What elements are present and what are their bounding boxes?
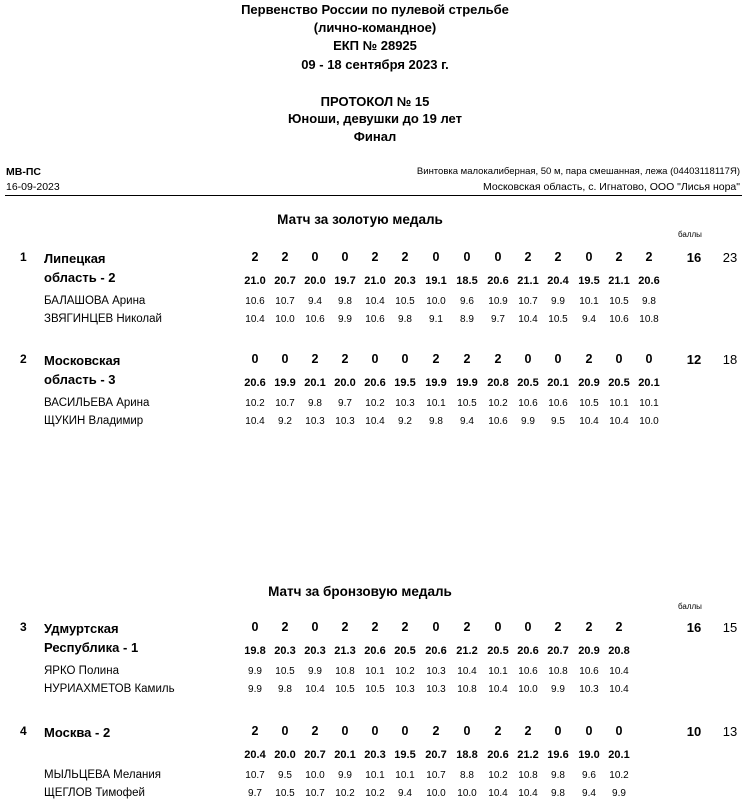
team-score: 12: [686, 352, 702, 367]
ekp-number: ЕКП № 28925: [333, 38, 417, 53]
series-total: 19.5: [578, 275, 600, 287]
shooter-name: ЩЕГЛОВ Тимофей: [44, 787, 145, 799]
shot-value: 9.9: [612, 788, 626, 799]
shot-value: 10.3: [335, 416, 355, 427]
series-total: 20.6: [517, 645, 539, 657]
shot-value: 10.9: [488, 296, 508, 307]
shot-value: 10.5: [335, 684, 355, 695]
shot-value: 10.3: [426, 666, 446, 677]
series-point: 0: [463, 724, 471, 738]
series-point: 0: [371, 724, 379, 738]
shot-value: 10.5: [365, 684, 385, 695]
shot-value: 8.9: [460, 314, 474, 325]
shot-value: 9.5: [551, 416, 565, 427]
shot-value: 9.4: [460, 416, 474, 427]
team-name: Липецкая: [44, 251, 106, 266]
shot-value: 10.4: [245, 314, 265, 325]
shot-value: 9.6: [582, 770, 596, 781]
series-total: 20.8: [487, 377, 509, 389]
series-point: 2: [281, 250, 289, 264]
shot-value: 10.4: [488, 788, 508, 799]
shot-value: 10.0: [426, 296, 446, 307]
shot-value: 10.2: [335, 788, 355, 799]
shot-value: 10.4: [609, 666, 629, 677]
series-point: 2: [585, 352, 593, 366]
series-total: 21.2: [517, 749, 539, 761]
series-total: 21.1: [517, 275, 539, 287]
team-name: Московская: [44, 353, 121, 368]
shot-value: 10.4: [609, 416, 629, 427]
points-column-label: баллы: [678, 230, 702, 239]
series-total: 20.4: [244, 749, 266, 761]
team-name-line2: область - 3: [44, 372, 116, 387]
team-score: 16: [686, 250, 702, 265]
series-total: 20.3: [304, 645, 326, 657]
shot-value: 10.4: [579, 416, 599, 427]
series-point: 0: [432, 620, 440, 634]
series-point: 0: [585, 250, 593, 264]
series-total: 20.7: [425, 749, 447, 761]
series-point: 2: [494, 352, 502, 366]
series-total: 20.9: [578, 377, 600, 389]
series-total: 20.5: [608, 377, 630, 389]
shot-value: 10.1: [365, 666, 385, 677]
shot-value: 10.6: [488, 416, 508, 427]
shot-value: 9.8: [308, 398, 322, 409]
shot-value: 10.3: [426, 684, 446, 695]
shot-value: 10.3: [395, 398, 415, 409]
shot-value: 9.9: [248, 684, 262, 695]
shot-value: 10.1: [395, 770, 415, 781]
series-point: 2: [615, 250, 623, 264]
series-point: 0: [371, 352, 379, 366]
series-point: 2: [554, 620, 562, 634]
series-total: 20.5: [394, 645, 416, 657]
shot-value: 10.2: [488, 770, 508, 781]
series-point: 2: [463, 352, 471, 366]
shot-value: 9.8: [642, 296, 656, 307]
series-total: 21.0: [364, 275, 386, 287]
series-total: 19.5: [394, 377, 416, 389]
shot-value: 10.0: [305, 770, 325, 781]
series-point: 2: [494, 724, 502, 738]
team-rank: 4: [20, 724, 27, 738]
series-total: 21.1: [608, 275, 630, 287]
shot-value: 9.8: [551, 770, 565, 781]
series-total: 20.4: [547, 275, 569, 287]
shot-value: 9.9: [338, 314, 352, 325]
series-point: 0: [311, 620, 319, 634]
series-point: 0: [281, 724, 289, 738]
series-point: 2: [463, 620, 471, 634]
series-point: 0: [281, 352, 289, 366]
series-total: 19.6: [547, 749, 569, 761]
series-total: 19.1: [425, 275, 447, 287]
series-point: 2: [281, 620, 289, 634]
shot-value: 9.8: [551, 788, 565, 799]
series-total: 20.0: [274, 749, 296, 761]
shot-value: 10.2: [488, 398, 508, 409]
event-dates: 09 - 18 сентября 2023 г.: [301, 57, 449, 72]
shot-value: 9.9: [521, 416, 535, 427]
shot-value: 10.3: [395, 684, 415, 695]
shot-value: 10.6: [365, 314, 385, 325]
series-point: 2: [554, 250, 562, 264]
shooter-name: ЗВЯГИНЦЕВ Николай: [44, 313, 162, 325]
series-point: 0: [615, 352, 623, 366]
series-total: 21.3: [334, 645, 356, 657]
series-total: 20.3: [364, 749, 386, 761]
series-total: 20.1: [547, 377, 569, 389]
shot-value: 9.2: [398, 416, 412, 427]
event-title: Первенство России по пулевой стрельбе: [241, 2, 509, 17]
shooter-name: ЩУКИН Владимир: [44, 415, 144, 427]
series-total: 20.1: [638, 377, 660, 389]
discipline: Винтовка малокалиберная, 50 м, пара смешанная, лежа (04403118117Я): [416, 166, 740, 177]
series-point: 0: [251, 620, 259, 634]
series-total: 20.0: [304, 275, 326, 287]
series-total: 18.5: [456, 275, 478, 287]
shot-value: 10.5: [275, 666, 295, 677]
series-total: 20.7: [274, 275, 296, 287]
team-name-line2: Республика - 1: [44, 640, 139, 655]
shot-value: 10.4: [305, 684, 325, 695]
shot-value: 10.0: [639, 416, 659, 427]
discipline-code: МВ-ПС: [6, 166, 41, 178]
series-total: 20.6: [425, 645, 447, 657]
shot-value: 10.1: [365, 770, 385, 781]
shot-value: 10.2: [395, 666, 415, 677]
shot-value: 10.4: [518, 788, 538, 799]
series-point: 2: [432, 724, 440, 738]
shot-value: 10.1: [609, 398, 629, 409]
shot-value: 10.3: [305, 416, 325, 427]
team-final-score: 15: [722, 620, 738, 635]
header-divider: [5, 195, 742, 196]
series-point: 2: [371, 250, 379, 264]
series-point: 0: [401, 352, 409, 366]
series-total: 20.6: [487, 749, 509, 761]
shot-value: 10.4: [518, 314, 538, 325]
series-total: 20.1: [334, 749, 356, 761]
shot-value: 10.7: [275, 398, 295, 409]
series-total: 21.0: [244, 275, 266, 287]
team-name: Удмуртская: [44, 621, 119, 636]
shot-value: 10.4: [609, 684, 629, 695]
series-total: 19.0: [578, 749, 600, 761]
series-point: 0: [524, 352, 532, 366]
shot-value: 10.7: [518, 296, 538, 307]
series-total: 19.9: [456, 377, 478, 389]
series-point: 0: [341, 724, 349, 738]
venue: Московская область, с. Игнатово, ООО "Лисья нора": [483, 181, 740, 193]
shot-value: 9.2: [278, 416, 292, 427]
shot-value: 9.8: [398, 314, 412, 325]
shot-value: 10.2: [609, 770, 629, 781]
category: Юноши, девушки до 19 лет: [288, 111, 462, 126]
shot-value: 9.8: [429, 416, 443, 427]
team-rank: 2: [20, 352, 27, 366]
shot-value: 9.8: [338, 296, 352, 307]
shot-value: 10.6: [548, 398, 568, 409]
shot-value: 10.1: [579, 296, 599, 307]
shot-value: 10.4: [365, 416, 385, 427]
shot-value: 10.0: [518, 684, 538, 695]
shot-value: 9.9: [248, 666, 262, 677]
shot-value: 10.8: [335, 666, 355, 677]
series-total: 20.7: [304, 749, 326, 761]
shot-value: 10.6: [245, 296, 265, 307]
shot-value: 10.0: [457, 788, 477, 799]
protocol-number: ПРОТОКОЛ № 15: [320, 94, 430, 109]
shot-value: 10.5: [457, 398, 477, 409]
shot-value: 10.2: [245, 398, 265, 409]
series-total: 21.2: [456, 645, 478, 657]
series-total: 20.0: [334, 377, 356, 389]
shot-value: 10.8: [639, 314, 659, 325]
series-total: 19.8: [244, 645, 266, 657]
match-title: Матч за бронзовую медаль: [268, 584, 452, 599]
series-total: 20.1: [608, 749, 630, 761]
series-total: 19.7: [334, 275, 356, 287]
team-name-line2: область - 2: [44, 270, 116, 285]
shot-value: 10.4: [365, 296, 385, 307]
shot-value: 9.4: [398, 788, 412, 799]
shot-value: 10.5: [548, 314, 568, 325]
shot-value: 10.4: [245, 416, 265, 427]
series-point: 0: [645, 352, 653, 366]
shot-value: 10.8: [518, 770, 538, 781]
series-point: 2: [401, 620, 409, 634]
shot-value: 10.7: [245, 770, 265, 781]
shot-value: 9.1: [429, 314, 443, 325]
series-total: 18.8: [456, 749, 478, 761]
shooter-name: НУРИАХМЕТОВ Камиль: [44, 683, 175, 695]
shot-value: 10.3: [579, 684, 599, 695]
shot-value: 9.4: [308, 296, 322, 307]
shot-value: 10.1: [426, 398, 446, 409]
series-point: 0: [494, 250, 502, 264]
shot-value: 10.4: [488, 684, 508, 695]
shot-value: 9.9: [308, 666, 322, 677]
series-point: 2: [371, 620, 379, 634]
shot-value: 9.9: [551, 296, 565, 307]
series-point: 0: [615, 724, 623, 738]
series-point: 0: [311, 250, 319, 264]
shot-value: 10.6: [518, 398, 538, 409]
team-rank: 3: [20, 620, 27, 634]
series-point: 2: [311, 352, 319, 366]
series-total: 20.6: [364, 645, 386, 657]
shooter-name: БАЛАШОВА Арина: [44, 295, 146, 307]
shot-value: 9.9: [338, 770, 352, 781]
shot-value: 10.8: [548, 666, 568, 677]
shooter-name: ЯРКО Полина: [44, 665, 119, 677]
series-total: 20.5: [517, 377, 539, 389]
shot-value: 10.2: [365, 788, 385, 799]
series-point: 2: [251, 724, 259, 738]
series-point: 0: [554, 352, 562, 366]
series-point: 2: [524, 250, 532, 264]
shot-value: 10.1: [639, 398, 659, 409]
team-final-score: 18: [722, 352, 738, 367]
series-point: 0: [494, 620, 502, 634]
series-point: 0: [341, 250, 349, 264]
series-total: 20.6: [244, 377, 266, 389]
shot-value: 9.7: [338, 398, 352, 409]
series-total: 19.5: [394, 749, 416, 761]
shot-value: 9.5: [278, 770, 292, 781]
series-total: 20.5: [487, 645, 509, 657]
shot-value: 10.7: [305, 788, 325, 799]
team-final-score: 23: [722, 250, 738, 265]
series-point: 2: [401, 250, 409, 264]
team-rank: 1: [20, 250, 27, 264]
series-total: 20.7: [547, 645, 569, 657]
shot-value: 10.8: [457, 684, 477, 695]
series-point: 0: [463, 250, 471, 264]
shot-value: 10.5: [395, 296, 415, 307]
shot-value: 9.9: [551, 684, 565, 695]
shot-value: 9.7: [491, 314, 505, 325]
shot-value: 10.0: [426, 788, 446, 799]
series-point: 2: [251, 250, 259, 264]
series-point: 2: [645, 250, 653, 264]
protocol-date: 16-09-2023: [6, 181, 60, 193]
match-title: Матч за золотую медаль: [277, 212, 443, 227]
series-total: 20.3: [274, 645, 296, 657]
shooter-name: МЫЛЬЦЕВА Мелания: [44, 769, 162, 781]
shot-value: 9.8: [278, 684, 292, 695]
series-total: 19.9: [274, 377, 296, 389]
shot-value: 10.5: [579, 398, 599, 409]
shot-value: 10.5: [275, 788, 295, 799]
series-point: 2: [341, 620, 349, 634]
series-point: 0: [401, 724, 409, 738]
shot-value: 10.6: [579, 666, 599, 677]
shot-value: 10.7: [426, 770, 446, 781]
event-subtitle: (лично-командное): [313, 20, 437, 35]
team-final-score: 13: [722, 724, 738, 739]
shot-value: 10.6: [518, 666, 538, 677]
series-point: 0: [251, 352, 259, 366]
series-total: 20.9: [578, 645, 600, 657]
shot-value: 10.4: [457, 666, 477, 677]
series-total: 20.6: [638, 275, 660, 287]
series-total: 20.1: [304, 377, 326, 389]
shot-value: 9.6: [460, 296, 474, 307]
series-point: 0: [554, 724, 562, 738]
series-total: 20.3: [394, 275, 416, 287]
shot-value: 9.7: [248, 788, 262, 799]
series-total: 20.6: [487, 275, 509, 287]
points-column-label: баллы: [678, 602, 702, 611]
shot-value: 9.4: [582, 314, 596, 325]
series-point: 2: [311, 724, 319, 738]
shot-value: 10.6: [609, 314, 629, 325]
shot-value: 10.5: [609, 296, 629, 307]
shooter-name: ВАСИЛЬЕВА Арина: [44, 397, 150, 409]
team-score: 16: [686, 620, 702, 635]
series-total: 20.6: [364, 377, 386, 389]
shot-value: 10.7: [275, 296, 295, 307]
series-point: 2: [585, 620, 593, 634]
shot-value: 10.6: [305, 314, 325, 325]
series-point: 2: [341, 352, 349, 366]
stage: Финал: [353, 129, 397, 144]
shot-value: 10.2: [365, 398, 385, 409]
series-point: 2: [615, 620, 623, 634]
shot-value: 9.4: [582, 788, 596, 799]
series-total: 19.9: [425, 377, 447, 389]
team-name: Москва - 2: [44, 725, 111, 740]
series-point: 2: [432, 352, 440, 366]
shot-value: 10.0: [275, 314, 295, 325]
series-point: 0: [432, 250, 440, 264]
shot-value: 10.1: [488, 666, 508, 677]
team-score: 10: [686, 724, 702, 739]
series-total: 20.8: [608, 645, 630, 657]
series-point: 2: [524, 724, 532, 738]
series-point: 0: [585, 724, 593, 738]
series-point: 0: [524, 620, 532, 634]
shot-value: 8.8: [460, 770, 474, 781]
